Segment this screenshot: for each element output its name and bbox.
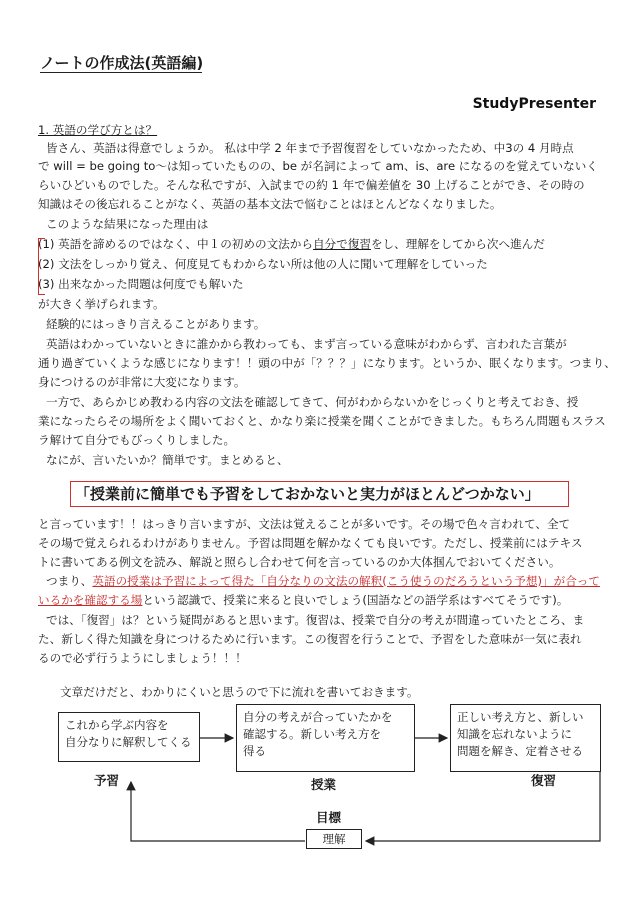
reason-1-underlined: 自分で復習 (312, 237, 371, 251)
reason-1-pre: (1) 英語を諦めるのではなく、中１の初めの文法から (38, 237, 313, 251)
flow-box-jugyo-line-3: 得る (243, 744, 266, 758)
para4-line-2: その場で覚えられるわけがありません。予習は問題を解かなくても良いです。ただし、授業前にはテキス (38, 536, 583, 550)
para4-line-1: と言っています！！はっきり言いますが、文法は覚えることが多いです。その場で色々言われて、全て (38, 517, 571, 531)
flow-label-jugyo: 授業 (311, 777, 337, 792)
para2-line-3: 身につけるのが非常に大変になります。 (38, 375, 246, 389)
arrow-goal-to-yoshu (131, 782, 305, 841)
para5-pre: つまり、 (46, 574, 93, 588)
reasons-intro: このような結果になった理由は (46, 217, 209, 231)
flow-label-fukushu: 復習 (531, 773, 557, 788)
para5-post: という認識で、授業に来ると良いでしょう(国語などの語学系はすべてそうです)。 (142, 593, 569, 607)
key-message-text: 「授業前に簡単でも予習をしておかないと実力がほとんどつかない」 (75, 485, 540, 503)
flow-label-goal: 目標 (316, 810, 342, 825)
flow-box-jugyo (236, 704, 415, 772)
reasons-outro: が大きく挙げられます。 (38, 297, 165, 311)
page-title: ノートの作成法(英語編) (40, 54, 204, 72)
reason-2: (2) 文法をしっかり覚え、何度見てもわからない所は他の人に聞いて理解をしていった (38, 257, 488, 271)
experience-line: 経験的にはっきり言えることがあります。 (46, 317, 266, 331)
flow-intro: 文章だけだと、わかりにくいと思うので下に流れを書いておきます。 (60, 685, 419, 699)
para5-emphasis-cont: いるかを確認する場 (38, 593, 143, 607)
flow-box-yoshu-line-1: これから学ぶ内容を (65, 718, 169, 732)
flow-box-goal (306, 829, 362, 849)
flow-box-fukushu (450, 704, 601, 772)
para1-line-4: 知識はその後忘れることがなく、英語の基本文法で悩むことはほとんどなくなりました。 (38, 197, 502, 211)
para6-line-3: るので必ず行うようにしましょう！！！ (38, 651, 247, 665)
flow-box-jugyo-line-2: 確認する。新しい考え方を (243, 727, 381, 741)
reason-3: (3) 出来なかった問題は何度でも解いた (38, 277, 244, 291)
reason-1-post: をし、理解をしてから次へ進んだ (370, 237, 545, 251)
para3-line-2: 業になったらその場所をよく聞いておくと、かなり楽に授業を聞くことができました。もちろん問題もスラス (38, 414, 606, 428)
flow-box-fukushu-line-1: 正しい考え方と、新しい (457, 710, 584, 724)
flow-box-fukushu-line-2: 知識を忘れないように (457, 727, 572, 741)
flow-box-goal-text: 理解 (322, 832, 346, 846)
para6-line-2: た、新しく得た知識を身につけるために行います。この復習を行うことで、予習をした意味が一気に表れ (38, 632, 582, 646)
para2-line-2: 通り過ぎていくような感じになります！！頭の中が「？？？」になります。というか、眠くなります。つまり、 (38, 356, 616, 370)
para5-emphasis: 英語の授業は予習によって得た「自分なりの文法の解釈(こう使うのだろうという予想)」が合って (92, 574, 600, 588)
para2-line-1: 英語はわかっていないときに誰かから教わっても、まず言っている意味がわからず、言われた言葉が (46, 337, 567, 351)
arrow-fukushu-to-goal (366, 768, 600, 841)
para1-line-1: 皆さん、英語は得意でしょうか。 私は中学 2 年まで予習復習をしていなかったため、中3の 4 月時点 (46, 141, 574, 155)
para3-line-3: ラ解けて自分でもびっくりしました。 (38, 433, 236, 447)
para3-line-1: 一方で、あらかじめ教わる内容の文法を確認してきて、何がわからないかをじっくりと考えておき、授 (46, 395, 579, 409)
para1-line-3: らいひどいものでした。そんな私ですが、入試までの約 1 年で偏差値を 30 上げることができ、その時の (38, 178, 585, 192)
para6-line-1: では、「復習」は？という疑問があると思います。復習は、授業で自分の考えが間違っていたところ、ま (46, 613, 585, 627)
section-heading-text: 1. 英語の学び方とは？ (38, 123, 158, 137)
para1-line-2: で will = be going to～は知っていたものの、be が名詞によって am、is、are になるのを覚えていないく (38, 159, 598, 173)
flow-box-jugyo-line-1: 自分の考えが合っていたかを (243, 710, 393, 724)
question-line: なにが、言いたいか？簡単です。まとめると、 (46, 453, 289, 467)
flow-box-yoshu (58, 712, 200, 762)
author-name: StudyPresenter (472, 96, 596, 112)
flow-box-yoshu-line-2: 自分なりに解釈してくる (65, 735, 192, 749)
flow-label-yoshu: 予習 (94, 773, 120, 788)
flow-box-fukushu-line-3: 問題を解き、定着させる (457, 744, 584, 758)
para4-line-3: トに書いてある例文を読み、解説と照らし合わせて何を言っているのか大体掴んでおいてください。 (38, 555, 561, 569)
